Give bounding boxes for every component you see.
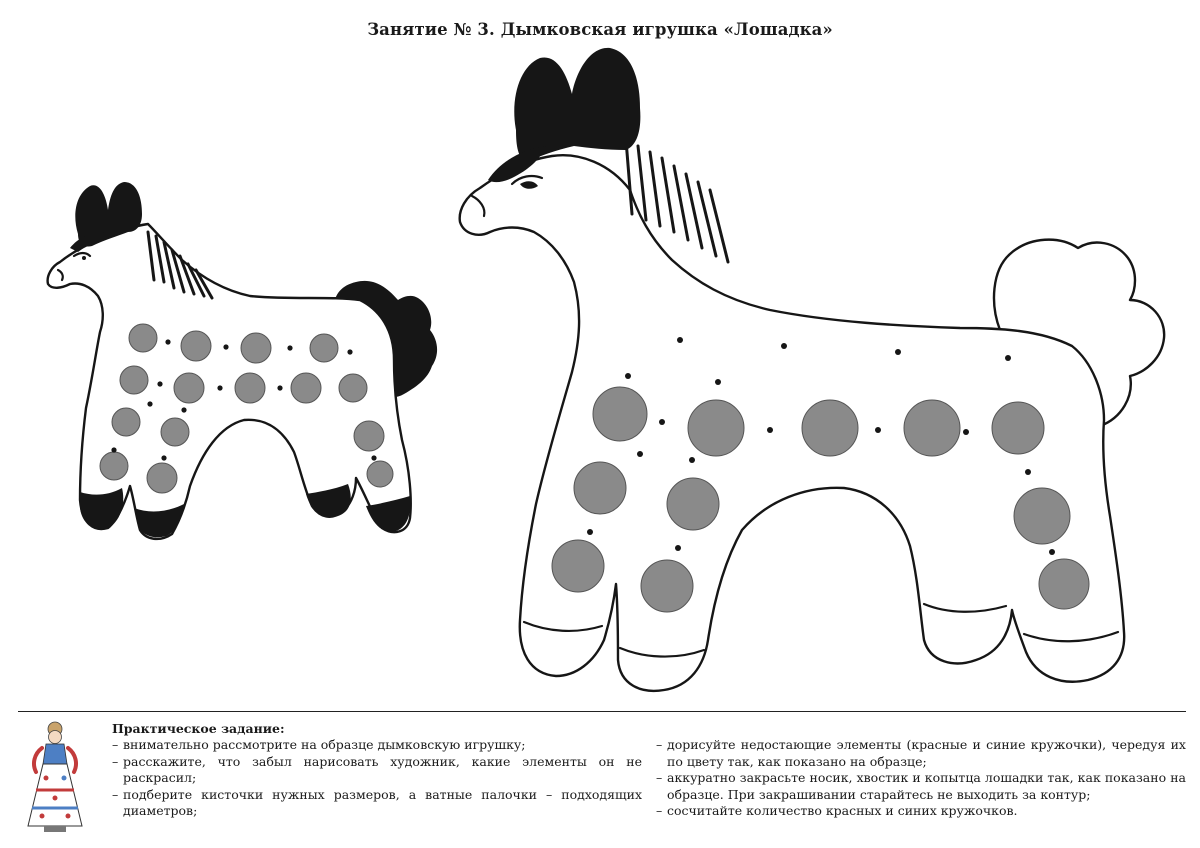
task-list-right	[656, 737, 1186, 820]
dymkovo-doll-icon	[20, 720, 90, 838]
section-divider	[18, 711, 1186, 712]
task-item: – дорисуйте недостающие элементы (красные и синие кружочки), чередуя их по цвету так, как показано на образце;	[656, 737, 1186, 769]
task-item: – внимательно рассмотрите на образце дымковскую игрушку;	[112, 737, 526, 752]
task-item: – сосчитайте количество красных и синих кружочков.	[656, 803, 1018, 818]
task-list-left	[112, 737, 642, 820]
outline-horse-ears	[514, 48, 640, 162]
outline-horse	[460, 48, 1164, 691]
task-item: – подберите кисточки нужных размеров, а ватные палочки – подходящих диаметров;	[112, 786, 642, 818]
task-item: – аккуратно закрасьте носик, хвостик и копытца лошадки так, как показано на образце. При закрашивании старайтесь не выходить за контур;	[656, 770, 1186, 802]
page-title: Занятие № 3. Дымковская игрушка «Лошадка»	[367, 20, 833, 39]
task-heading: Практическое задание:	[112, 721, 285, 736]
task-item: – расскажите, что забыл нарисовать художник, какие элементы он не раскрасил;	[112, 753, 642, 785]
sample-horse	[48, 182, 437, 539]
